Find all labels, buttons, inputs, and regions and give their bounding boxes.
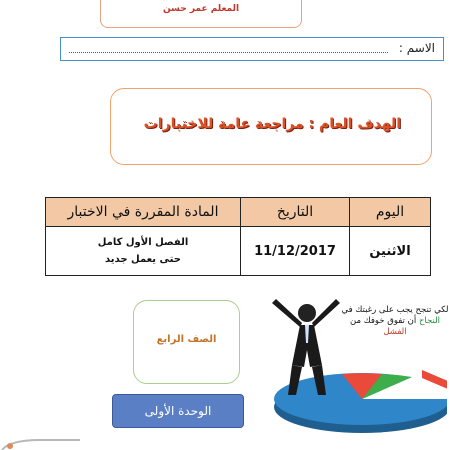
material-line-2: حتى يعمل جديد bbox=[105, 254, 181, 265]
header-material: المادة المقررة في الاختبار bbox=[46, 198, 241, 227]
quote-part-1: لكي تنجح يجب على bbox=[378, 305, 449, 315]
teacher-name: المعلم عمر حسن bbox=[162, 4, 240, 14]
grade-box bbox=[133, 300, 240, 384]
name-label: الاسم : bbox=[398, 41, 435, 55]
motivation-quote bbox=[340, 305, 450, 365]
cell-material bbox=[46, 227, 241, 276]
corner-decoration bbox=[0, 438, 80, 450]
quote-highlight-success: النجاح bbox=[418, 316, 441, 326]
quote-highlight-failure: الفشل bbox=[383, 327, 407, 337]
table-header-row bbox=[46, 198, 431, 227]
name-dotted-line bbox=[69, 52, 388, 53]
header-day: اليوم bbox=[350, 198, 431, 227]
name-field[interactable] bbox=[60, 37, 444, 61]
pie-chart-icon bbox=[274, 370, 447, 433]
cell-day: الاثنين bbox=[350, 227, 431, 276]
exam-table bbox=[45, 197, 431, 276]
grade-text: الصف الرابع bbox=[156, 334, 217, 345]
school-header-box bbox=[100, 0, 302, 28]
goal-text: الهدف العام : مراجعة عامة للاختبارات bbox=[143, 116, 401, 132]
quote-part-3: أن تفوق خوفك من bbox=[349, 316, 417, 326]
header-date: التاريخ bbox=[241, 198, 350, 227]
goal-box bbox=[110, 88, 432, 165]
material-line-1: الفصل الأول كامل bbox=[97, 237, 189, 248]
cell-date: 11/12/2017 bbox=[241, 227, 350, 276]
unit-button[interactable]: الوحدة الأولى bbox=[112, 394, 244, 428]
quote-part-2: رغبتك في bbox=[341, 305, 377, 315]
school-name bbox=[101, 0, 301, 1]
table-row bbox=[46, 227, 431, 276]
